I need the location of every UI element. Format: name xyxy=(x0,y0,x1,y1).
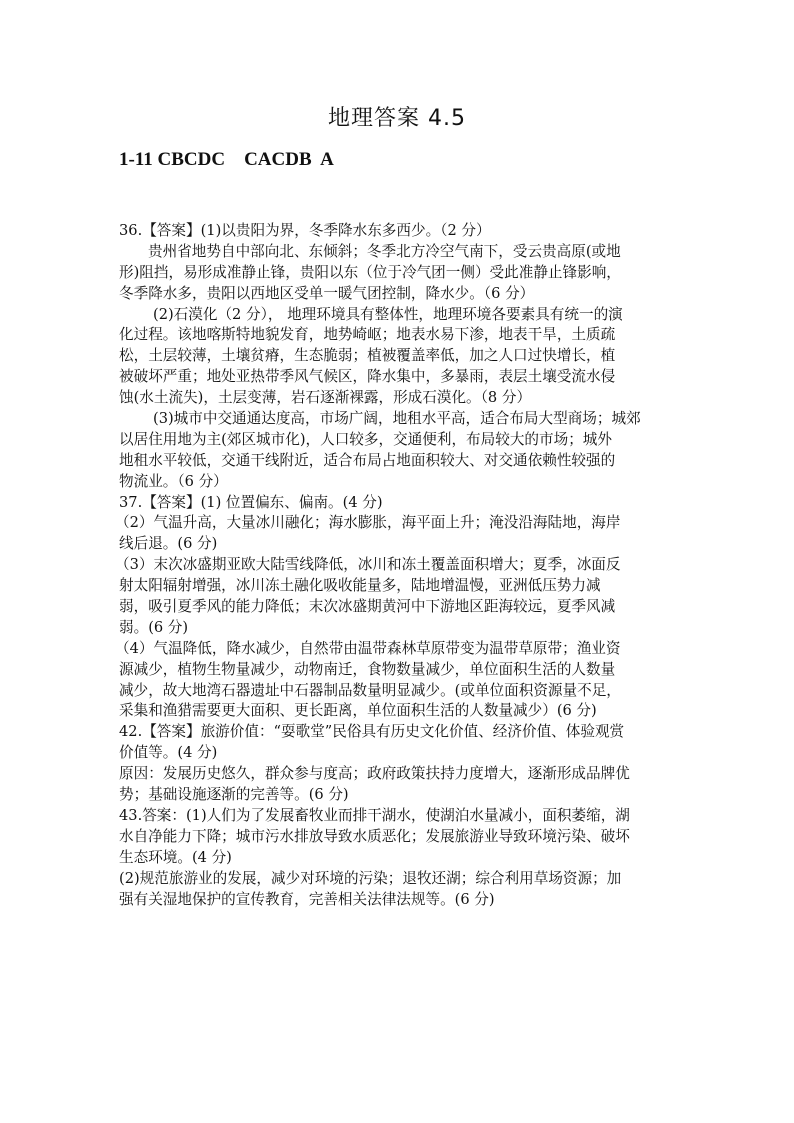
q36-p1-line: 形)阻挡，易形成准静止锋，贵阳以东（位于冷气团一侧）受此准静止锋影响， xyxy=(119,263,621,281)
q37-p4-line: 源减少，植物生物量减少，动物南迁，食物数量减少，单位面积生活的人数量 xyxy=(119,660,616,678)
q43-line: 强有关湿地保护的宣传教育，完善相关法律法规等。(6 分) xyxy=(119,890,495,908)
q42-line: 势；基础设施逐渐的完善等。(6 分) xyxy=(119,786,349,804)
q36-p3-line: (3)城市中交通通达度高，市场广阔，地租水平高，适合布局大型商场；城郊 xyxy=(153,410,641,428)
choice-answers: 1-11 CBCDC CACDB A xyxy=(119,149,334,170)
answer-body xyxy=(115,221,679,910)
q36-p2-line: 化过程。该地喀斯特地貌发育，地势崎岖；地表水易下渗，地表干旱，土质疏 xyxy=(119,326,616,344)
q43-line: (2)规范旅游业的发展，减少对环境的污染；退牧还湖；综合利用草场资源；加 xyxy=(119,869,622,887)
q37-p4-line: 采集和渔猎需要更大面积、更长距离，单位面积生活的人数量减少）(6 分) xyxy=(119,702,597,720)
q37-header: 37.【答案】(1) 位置偏东、偏南。(4 分) xyxy=(119,493,383,511)
q36-p2-line: 蚀(水土流失)，土层变薄，岩石逐渐裸露，形成石漠化。（8 分） xyxy=(119,389,532,407)
q36-p2-line: 被破坏严重；地处亚热带季风气候区，降水集中，多暴雨，表层土壤受流水侵 xyxy=(119,368,616,386)
q36-p1-line: 贵州省地势自中部向北、东倾斜；冬季北方冷空气南下，受云贵高原(或地 xyxy=(148,242,621,260)
q37-p2-line: （2）气温升高，大量冰川融化；海水膨胀，海平面上升；淹没沿海陆地，海岸 xyxy=(115,514,621,532)
q43-line: 水自净能力下降；城市污水排放导致水质恶化；发展旅游业导致环境污染、破坏 xyxy=(119,827,630,845)
q42-header: 42.【答案】旅游价值：“耍歌堂”民俗具有历史文化价值、经济价值、体验观赏 xyxy=(119,723,625,741)
q43-line: 生态环境。(4 分) xyxy=(119,848,232,866)
page-title: 地理答案 4.5 xyxy=(328,106,466,131)
q36-header: 36.【答案】(1)以贵阳为界，冬季降水东多西少。（2 分） xyxy=(119,222,491,239)
q36-p2-line: (2)石漠化（2 分）， 地理环境具有整体性，地理环境各要素具有统一的演 xyxy=(153,305,623,323)
q36-p1-line: 冬季降水多，贵阳以西地区受单一暖气团控制，降水少。（6 分） xyxy=(119,284,535,302)
q37-p3-line: 弱，吸引夏季风的能力降低；末次冰盛期黄河中下游地区距海较远，夏季风减 xyxy=(119,598,616,616)
q37-p3-line: 射太阳辐射增强，冰川冻土融化吸收能量多，陆地增温慢，亚洲低压势力减 xyxy=(119,577,601,595)
q37-p2-line: 线后退。(6 分) xyxy=(119,535,218,553)
q42-line: 原因：发展历史悠久，群众参与度高；政府政策扶持力度增大，逐渐形成品牌优 xyxy=(119,765,630,783)
q37-p3-line: 弱。(6 分) xyxy=(119,618,189,636)
q37-p3-line: （3）末次冰盛期亚欧大陆雪线降低，冰川和冻土覆盖面积增大；夏季，冰面反 xyxy=(115,556,621,574)
q36-p3-line: 地租水平较低，交通干线附近，适合布局占地面积较大、对交通依赖性较强的 xyxy=(119,451,616,469)
q36-p2-line: 松，土层较薄，土壤贫瘠，生态脆弱；植被覆盖率低，加之人口过快增长，植 xyxy=(119,347,616,365)
q37-p4-line: （4）气温降低，降水减少，自然带由温带森林草原带变为温带草原带；渔业资 xyxy=(115,639,621,657)
q36-p3-line: 物流业。（6 分） xyxy=(119,472,228,490)
q37-p4-line: 减少，故大地湾石器遗址中石器制品数量明显减少。(或单位面积资源量不足， xyxy=(119,681,621,699)
q36-p3-line: 以居住用地为主(郊区城市化)，人口较多，交通便利，布局较大的市场；城外 xyxy=(119,430,612,448)
q42-line: 价值等。(4 分) xyxy=(119,744,218,762)
q43-header: 43.答案：(1)人们为了发展畜牧业而排干湖水，使湖泊水量减小，面积萎缩，湖 xyxy=(119,806,630,824)
